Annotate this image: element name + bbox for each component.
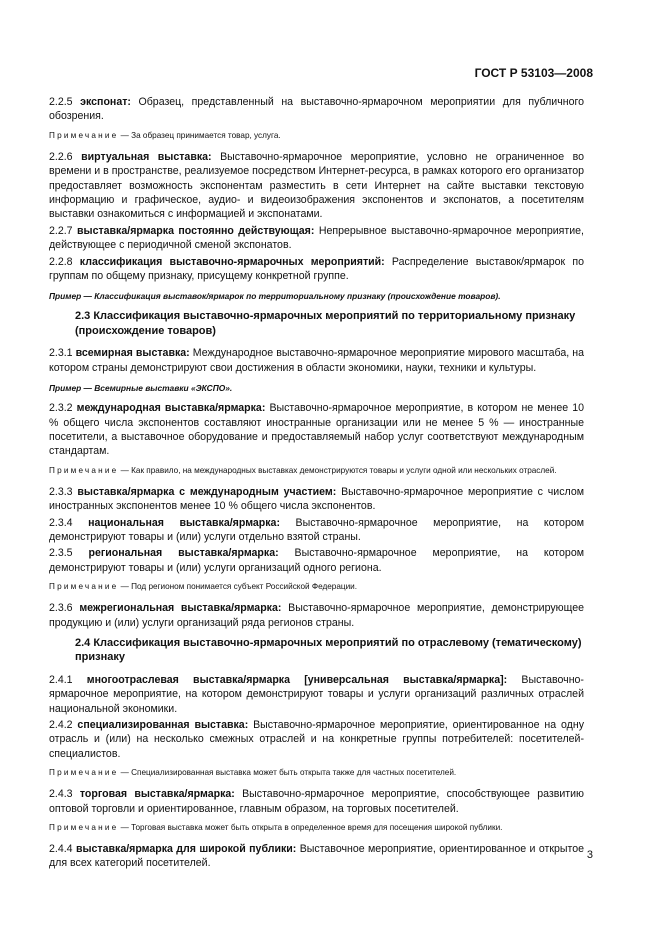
definition-text: Выставочно-ярмарочное мероприятие, демонстрирующее продукцию и (или) услуги организаций ряда регионов страны. (49, 602, 584, 629)
definition-text: Выставочно-ярмарочное мероприятие, способствующее развитию оптовой торговли и ориентированное, главным образом, на торговых посетителей. (49, 788, 584, 815)
definition-2-3-6 (49, 601, 584, 630)
note-text: — За образец принимается товар, услуга. (118, 130, 281, 140)
term: национальная выставка/ярмарка: (88, 516, 280, 529)
note (49, 822, 584, 834)
term: специализированная выставка: (77, 719, 249, 731)
definition-2-2-5 (49, 95, 584, 124)
note-text: — Специализированная выставка может быть открыта также для частных посетителей. (118, 768, 457, 778)
definition-text: Международное выставочно-ярмарочное мероприятие мирового масштаба, на котором страны демонстрируют свои достижения в области экономики, науки, техники и культуры. (49, 347, 584, 374)
clause-number: 2.4.3 (49, 788, 73, 801)
definition-text: Выставочно-ярмарочное мероприятие, условно не ограниченное во времени и в пространстве, реализуемое посредством Интернет-ресурса, в рамках которого его организатор предоставляет возможность экспонентам разместить в сети Интернет на сайте выставки текстовую информацию и графическое, аудио- и видеоизображения экспонентов и экспонатов, а посетителям выставки ознакомиться с информацией и экспонатами. (49, 150, 585, 221)
definition-text: Выставочно-ярмарочное мероприятие, на котором демонстрируют товары и (или) услуги организаций одного региона. (49, 547, 584, 574)
note-label: Примечание (49, 582, 119, 592)
clause-number: 2.3.4 (49, 516, 73, 529)
page-number: 3 (586, 849, 593, 861)
term: всемирная выставка: (75, 347, 190, 360)
example: Пример — Классификация выставок/ярмарок по территориальному признаку (происхождение товаров). (49, 291, 501, 302)
definition-2-3-5 (49, 546, 584, 575)
definition-2-2-6 (49, 150, 584, 222)
definition-2-3-1 (49, 346, 584, 375)
section-heading-2-4: 2.4 Классификация выставочно-ярмарочных мероприятий по отраслевому (тематическому) признаку (75, 636, 582, 664)
term: выставка/ярмарка с международным участием: (77, 485, 337, 498)
definition-2-4-4 (49, 842, 584, 871)
definition-2-4-3 (49, 787, 584, 816)
note (49, 581, 584, 593)
clause-number: 2.4.2 (49, 719, 73, 731)
term: экспонат: (80, 96, 131, 108)
definition-text: Выставочно-ярмарочное мероприятие, на котором демонстрируют товары и услуги организаций различных отраслей национальной экономики. (49, 673, 584, 715)
clause-number: 2.3.5 (49, 547, 73, 560)
example: Пример — Всемирные выставки «ЭКСПО». (49, 383, 233, 394)
definition-text: Выставочно-ярмарочное мероприятие, на котором демонстрируют товары и (или) услуги отдельно взятой страны. (49, 516, 585, 543)
note (49, 767, 584, 779)
note (49, 130, 584, 142)
term: региональная выставка/ярмарка: (88, 547, 279, 560)
clause-number: 2.4.1 (49, 673, 73, 686)
definition-2-4-2 (49, 718, 584, 761)
definition-2-2-8 (49, 255, 584, 284)
definition-text: Выставочно-ярмарочное мероприятие, в котором не менее 10 % общего числа экспонентов составляют иностранные организации или не менее 5 % — иностранные посетители, а выставочное оборудование и предоставляемый набор услуг соответствуют международным стандартам. (49, 402, 584, 458)
document-header: ГОСТ Р 53103—2008 (474, 66, 593, 80)
note-text: — Торговая выставка может быть открыта в определенное время для посещения широкой публики. (118, 823, 503, 833)
definition-text: Образец, представленный на выставочно-ярмарочном мероприятии для публичного обозрения. (49, 96, 584, 123)
section-heading-2-3: 2.3 Классификация выставочно-ярмарочных мероприятий по территориальному признаку (происхождение товаров) (75, 310, 576, 337)
note-label: Примечание (49, 465, 119, 475)
definition-text: Выставочно-ярмарочное мероприятие, ориентированное на одну отрасль и (или) на несколько смежных отраслей и на конкретные группы потребителей: посетителей-специалистов. (49, 719, 584, 760)
definition-2-4-1 (49, 673, 584, 716)
term: выставка/ярмарка постоянно действующая: (77, 224, 315, 237)
clause-number: 2.2.7 (49, 224, 73, 237)
clause-number: 2.4.4 (49, 843, 73, 856)
clause-number: 2.3.2 (49, 402, 73, 415)
document-body (49, 95, 584, 873)
definition-text: Выставочное мероприятие, ориентированное и открытое для всех категорий посетителей. (49, 843, 585, 870)
clause-number: 2.3.6 (49, 602, 73, 615)
definition-2-3-2 (49, 401, 584, 459)
definition-2-3-3 (49, 485, 584, 514)
definition-2-3-4 (49, 516, 584, 545)
note-label: Примечание (49, 823, 119, 833)
term: виртуальная выставка: (81, 150, 212, 163)
clause-number: 2.3.1 (49, 347, 73, 360)
term: многоотраслевая выставка/ярмарка [универсальная выставка/ярмарка]: (86, 673, 508, 686)
clause-number: 2.2.8 (49, 255, 73, 268)
note-label: Примечание (49, 130, 119, 140)
definition-2-2-7 (49, 224, 584, 253)
note-label: Примечание (49, 768, 119, 778)
term: выставка/ярмарка для широкой публики: (75, 843, 297, 856)
definition-text: Выставочно-ярмарочное мероприятие с числом иностранных экспонентов менее 10 % общего числа экспонентов. (49, 485, 584, 513)
term: межрегиональная выставка/ярмарка: (79, 602, 282, 615)
definition-text: Непрерывное выставочно-ярмарочное мероприятие, действующее с периодичной сменой экспонатов. (49, 224, 585, 252)
definition-text: Распределение выставок/ярмарок по группам по общему признаку, присущему конкретной группе. (49, 255, 584, 283)
clause-number: 2.2.5 (49, 96, 73, 108)
clause-number: 2.2.6 (49, 150, 73, 163)
note-text: — Как правило, на международных выставках демонстрируются товары и услуги одной или нескольких отраслей. (118, 465, 557, 475)
clause-number: 2.3.3 (49, 485, 73, 498)
term: классификация выставочно-ярмарочных мероприятий: (79, 255, 385, 268)
note (49, 465, 584, 477)
note-text: — Под регионом понимается субъект Российской Федерации. (118, 582, 358, 592)
term: международная выставка/ярмарка: (76, 402, 266, 415)
term: торговая выставка/ярмарка: (79, 788, 235, 801)
